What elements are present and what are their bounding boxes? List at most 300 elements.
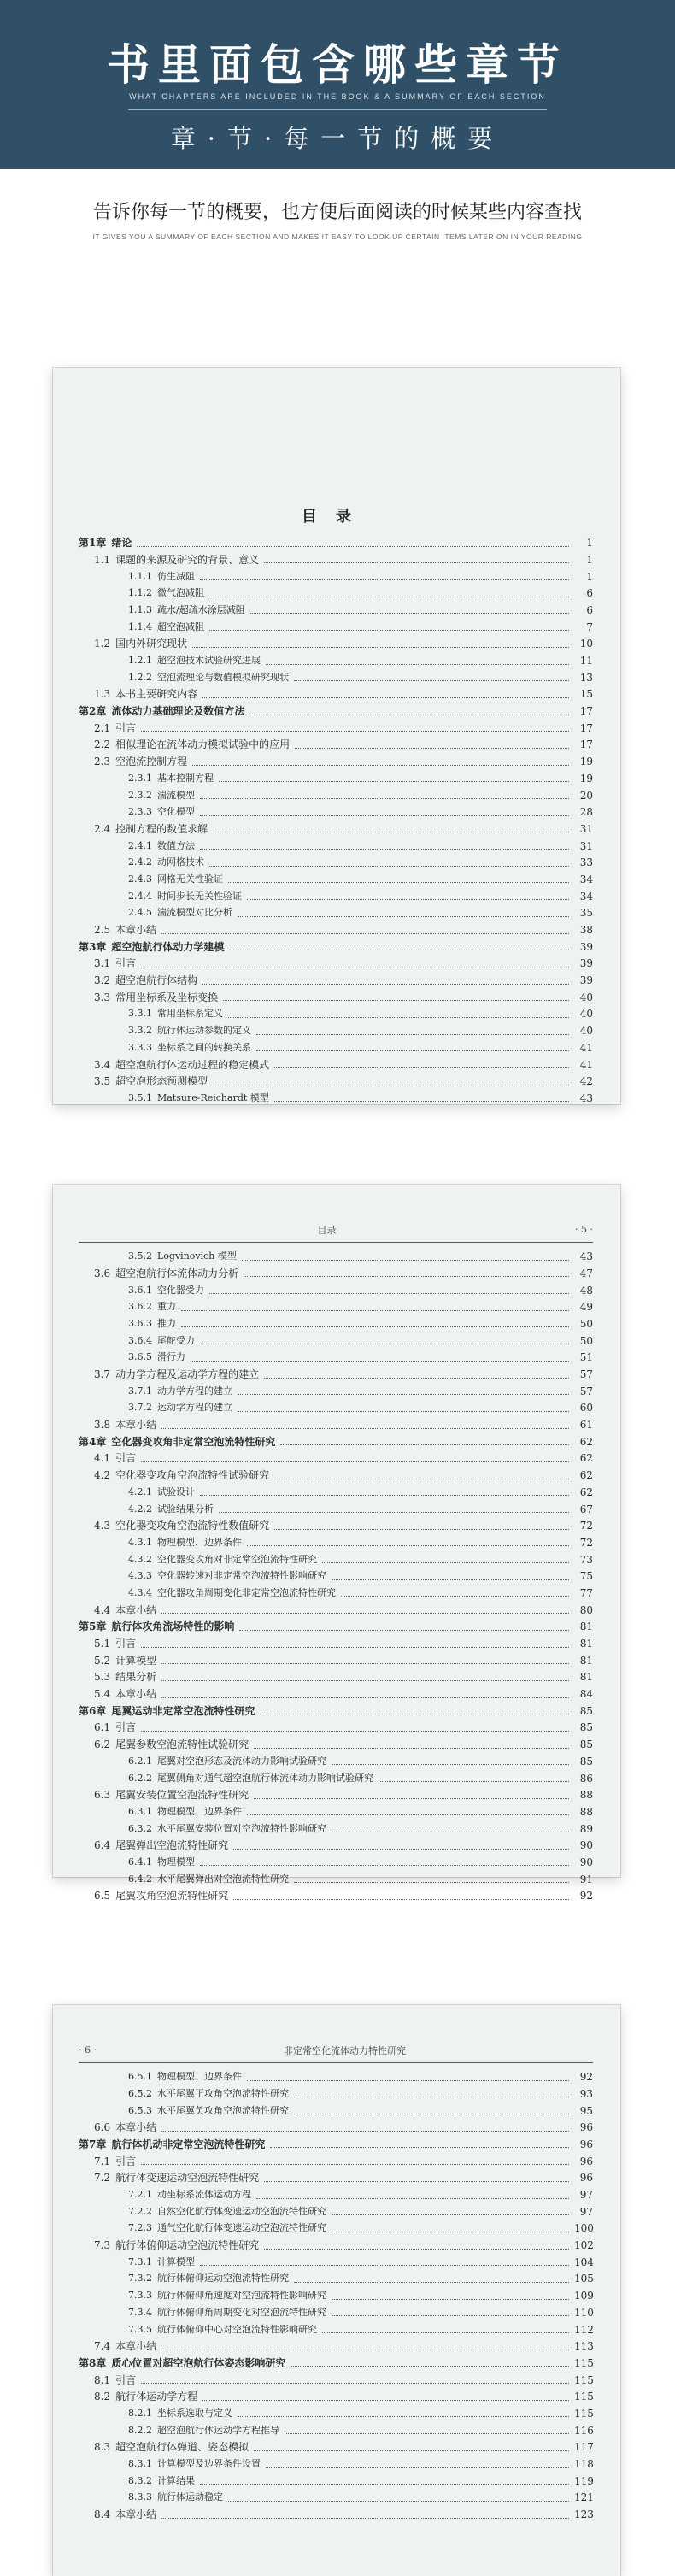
toc-leader-dots	[200, 1495, 569, 1496]
toc-entry-title: 本书主要研究内容	[115, 688, 198, 701]
toc-entry-number: 3.6.3	[128, 1317, 152, 1329]
toc-leader-dots	[274, 1529, 569, 1530]
toc-entry-page: 117	[574, 2441, 594, 2454]
toc-entry-page: 85	[579, 1738, 593, 1751]
toc-entry-page: 96	[579, 2172, 593, 2185]
toc-entry	[79, 1265, 593, 1282]
toc-entry-number: 3.1	[94, 957, 111, 970]
toc-entry-number: 1.1	[94, 553, 111, 566]
toc-entry-number: 7.1	[94, 2155, 111, 2167]
toc-entry-page: 75	[579, 1570, 593, 1583]
toc-entry-title: 网格无关性验证	[157, 873, 223, 885]
toc-entry-title: 水平尾翼负攻角空泡流特性研究	[157, 2104, 289, 2116]
toc-entry-number: 2.4	[94, 822, 111, 835]
toc-leader-dots	[238, 2416, 569, 2417]
toc-entry-title: 空化器受力	[157, 1284, 204, 1296]
toc-entry-title: 空化模型	[157, 806, 195, 818]
toc-entry-page: 95	[579, 2104, 593, 2117]
toc-entry	[79, 1005, 593, 1022]
toc-entry-title: 通气空化航行体变速运动空泡流特性研究	[157, 2222, 326, 2234]
toc-entry-page: 92	[579, 1890, 593, 1903]
toc-entry-number: 7.3.3	[128, 2290, 152, 2302]
toc-entry-number: 7.3	[94, 2239, 111, 2252]
toc-leader-dots	[264, 2249, 569, 2250]
intro-text-en: IT GIVES YOU A SUMMARY OF EACH SECTION AND MAKES IT EASY TO LOOK UP CERTAIN ITEMS LATER ON IN YOUR READING	[92, 232, 583, 241]
toc-leader-dots	[341, 1596, 569, 1597]
toc-leader-dots	[200, 849, 569, 850]
toc-entry	[79, 871, 593, 888]
toc-entry-title: 本章小结	[115, 1419, 157, 1432]
toc-leader-dots	[228, 882, 569, 883]
bleed-through-area	[79, 368, 593, 500]
toc-leader-dots	[141, 1731, 569, 1732]
toc-entry-number: 6.5	[94, 1890, 111, 1903]
toc-entry-title: 仿生减阻	[157, 570, 195, 582]
toc-entry	[79, 1753, 593, 1770]
toc-entry	[79, 1383, 593, 1400]
toc-entry-title: 引言	[115, 2373, 137, 2386]
toc-entry	[79, 770, 593, 787]
toc-entry	[79, 837, 593, 854]
toc-entry	[79, 2421, 593, 2438]
toc-leader-dots	[270, 2147, 569, 2148]
banner-subtitle-en: WHAT CHAPTERS ARE INCLUDED IN THE BOOK & A SUMMARY OF EACH SECTION	[129, 92, 546, 101]
toc-entry-number: 6.4.2	[128, 1873, 152, 1885]
toc-entry-page: 102	[574, 2239, 594, 2252]
toc-entry-page: 90	[579, 1839, 593, 1852]
toc-entry-title: 试验设计	[157, 1485, 195, 1497]
toc-entry	[79, 1769, 593, 1786]
toc-entry-page: 34	[579, 890, 593, 903]
toc-entry-title: 航行体运动学方程	[115, 2391, 198, 2403]
toc-entry-page: 81	[579, 1671, 593, 1684]
toc-entry-title: 引言	[115, 1452, 137, 1465]
toc-entry-page: 113	[574, 2340, 594, 2353]
toc-entry-title: 航行体俯仰运动空泡流特性研究	[115, 2239, 260, 2252]
toc-entry-number: 4.3.4	[128, 1586, 152, 1598]
toc-entry-number: 4.2.1	[128, 1485, 152, 1497]
toc-leader-dots	[161, 2518, 569, 2519]
toc-entry-number: 1.1.2	[128, 587, 152, 599]
toc-entry	[79, 2119, 593, 2136]
toc-entry	[79, 2186, 593, 2203]
toc-entry-number: 6.3.2	[128, 1822, 152, 1834]
toc-entry-number: 6.6	[94, 2121, 111, 2134]
toc-entry	[79, 1039, 593, 1056]
toc-leader-dots	[264, 562, 569, 563]
toc-entry-page: 118	[574, 2458, 594, 2470]
toc-leader-dots	[254, 1748, 569, 1749]
toc-entry-number: 8.2.1	[128, 2407, 152, 2419]
toc-entry-page: 41	[579, 1058, 593, 1071]
toc-entry	[79, 1500, 593, 1517]
toc-entry	[79, 551, 593, 568]
toc-entry-page: 50	[579, 1334, 593, 1347]
toc-entry-number: 6.3.1	[128, 1805, 152, 1817]
toc-leader-dots	[247, 899, 569, 900]
toc-entry-page: 42	[579, 1075, 593, 1088]
toc-entry-title: Matsure-Reichardt 模型	[157, 1091, 269, 1103]
toc-entry-number: 3.5.1	[128, 1091, 152, 1103]
toc-entry-page: 6	[586, 603, 593, 616]
toc-entry	[79, 1467, 593, 1484]
toc-entry-page: 48	[579, 1284, 593, 1297]
toc-entry	[79, 2438, 593, 2455]
toc-entry	[79, 2304, 593, 2321]
running-head-title: 目录	[317, 1224, 337, 1236]
toc-leader-dots	[280, 1444, 569, 1445]
toc-entry	[79, 921, 593, 938]
toc-entry-page: 62	[579, 1485, 593, 1498]
toc-leader-dots	[332, 1764, 569, 1765]
toc-entry-page: 96	[579, 2121, 593, 2134]
toc-leader-dots	[200, 2484, 569, 2485]
toc-leader-dots	[274, 1101, 569, 1102]
toc-entry-title: 尾翼参数空泡流特性试验研究	[115, 1738, 249, 1751]
toc-entry-page: 47	[579, 1267, 593, 1279]
toc-entry-number: 4.3.3	[128, 1570, 152, 1582]
toc-entry	[79, 2270, 593, 2287]
toc-leader-dots	[332, 2214, 569, 2215]
toc-entry-number: 2.3.2	[128, 789, 152, 801]
toc-entry-number: 6.2.2	[128, 1772, 152, 1784]
toc-entry-number: 8.3.1	[128, 2458, 152, 2469]
banner-subtitle: 章·节·每一节的概要	[170, 124, 505, 153]
toc-entry	[79, 720, 593, 737]
toc-entry	[79, 854, 593, 871]
toc-entry-page: 116	[574, 2424, 594, 2437]
toc-entry-number: 6.5.2	[128, 2087, 152, 2099]
scanned-page-1	[53, 368, 620, 1104]
toc-entry	[79, 1416, 593, 1433]
toc-entry	[79, 2455, 593, 2473]
toc-leader-dots	[181, 1326, 569, 1327]
toc-leader-dots	[161, 1680, 569, 1681]
toc-entry-title: 尾翼弹出空泡流特性研究	[115, 1839, 229, 1852]
toc-leader-dots	[254, 1798, 569, 1799]
toc-entry-page: 88	[579, 1805, 593, 1818]
toc-entry	[79, 1736, 593, 1753]
scanned-page-2	[53, 1185, 620, 1903]
toc-entry-page: 104	[574, 2255, 594, 2268]
banner-title: 书里面包含哪些章节	[107, 39, 568, 90]
toc-entry-title: 计算模型	[115, 1654, 157, 1667]
toc-entry	[79, 2405, 593, 2422]
toc-leader-dots	[200, 815, 569, 816]
toc-entry-page: 17	[579, 738, 593, 751]
toc-entry	[79, 2371, 593, 2388]
toc-entry-title: 超空泡航行体结构	[115, 974, 198, 987]
toc-entry-title: 重力	[157, 1301, 176, 1313]
toc-entry-title: 时间步长无关性验证	[157, 890, 242, 902]
toc-leader-dots	[209, 630, 569, 631]
toc-entry-number: 2.5	[94, 924, 111, 936]
toc-entry-title: 航行体机动非定常空泡流特性研究	[111, 2138, 266, 2150]
toc-entry	[79, 618, 593, 635]
toc-leader-dots	[274, 1067, 569, 1068]
toc-entry-title: 本章小结	[115, 2508, 157, 2521]
toc-entry-title: 湍流模型对比分析	[157, 907, 232, 919]
toc-entry	[79, 736, 593, 753]
toc-leader-dots	[256, 2198, 569, 2199]
toc-leader-dots	[250, 613, 569, 614]
toc-entry	[79, 1820, 593, 1837]
toc-entry-page: 81	[579, 1620, 593, 1633]
toc-leader-dots	[202, 2400, 569, 2401]
toc-entry	[79, 1090, 593, 1107]
toc-entry-title: 动力学方程及运动学方程的建立	[115, 1368, 260, 1380]
toc-leader-dots	[228, 2501, 569, 2502]
toc-entry-page: 80	[579, 1603, 593, 1616]
toc-entry-page: 1	[586, 553, 593, 566]
toc-entry-title: 本章小结	[115, 2121, 157, 2134]
toc-leader-dots	[256, 1050, 569, 1051]
toc-entry	[79, 568, 593, 585]
toc-entry	[79, 1786, 593, 1803]
toc-entry-title: 数值方法	[157, 839, 195, 851]
toc-entry-number: 7.3.1	[128, 2255, 152, 2267]
toc-entry-title: 超空泡技术试验研究进展	[157, 655, 261, 666]
toc-entry-number: 3.5	[94, 1075, 111, 1088]
toc-entry	[79, 2152, 593, 2169]
toc-entry-title: 自然空化航行体变速运动空泡流特性研究	[157, 2205, 326, 2217]
toc-leader-dots	[192, 765, 569, 766]
toc-leader-dots	[141, 731, 569, 732]
toc-entry	[79, 803, 593, 820]
toc-entry	[79, 585, 593, 602]
toc-leader-dots	[223, 1000, 569, 1001]
toc-entry	[79, 534, 593, 551]
toc-entry	[79, 1601, 593, 1618]
toc-leader-dots	[141, 1461, 569, 1462]
toc-entry-page: 7	[586, 620, 593, 633]
toc-entry-number: 3.3.1	[128, 1008, 152, 1020]
toc-entry-page: 39	[579, 940, 593, 953]
toc-entry-title: 航行体俯仰角速度对空泡流特性影响研究	[157, 2290, 326, 2302]
toc-leader-dots	[242, 1260, 569, 1261]
toc-entry	[79, 820, 593, 838]
toc-list	[79, 2068, 593, 2523]
toc-leader-dots	[244, 1276, 569, 1277]
toc-entry-page: 19	[579, 756, 593, 768]
toc-entry-title: 超空泡航行体运动学方程推导	[157, 2424, 279, 2436]
toc-entry-title: 尾翼侧角对通气超空泡航行体流体动力影响试验研究	[157, 1772, 373, 1784]
toc-entry-page: 81	[579, 1654, 593, 1667]
toc-entry-title: 结果分析	[115, 1671, 157, 1684]
toc-entry	[79, 635, 593, 652]
toc-entry-page: 115	[574, 2391, 594, 2403]
toc-entry	[79, 1803, 593, 1820]
page-number: · 6 ·	[79, 2044, 97, 2056]
toc-entry	[79, 1837, 593, 1854]
toc-entry-page: 110	[574, 2306, 594, 2319]
toc-entry-page: 112	[574, 2323, 594, 2336]
toc-entry	[79, 1652, 593, 1669]
toc-leader-dots	[137, 546, 569, 547]
toc-entry-title: 空化器攻角周期变化非定常空泡流特性研究	[157, 1586, 336, 1598]
toc-entry-title: 动坐标系流体运动方程	[157, 2189, 251, 2200]
toc-entry-title: 控制方程的数值求解	[115, 822, 208, 835]
toc-entry	[79, 2237, 593, 2254]
toc-entry-number: 1.1.4	[128, 620, 152, 632]
toc-entry-number: 5.2	[94, 1654, 111, 1667]
toc-entry-title: 计算模型及边界条件设置	[157, 2458, 261, 2469]
toc-entry-number: 第6章	[79, 1704, 107, 1717]
toc-entry-number: 1.2.2	[128, 671, 152, 683]
toc-entry-title: 常用坐标系及坐标变换	[115, 991, 219, 1003]
toc-leader-dots	[202, 984, 569, 985]
toc-entry	[79, 1366, 593, 1383]
toc-entry	[79, 1298, 593, 1315]
toc-entry-title: 物理模型、边界条件	[157, 2071, 242, 2083]
toc-list	[79, 534, 593, 1106]
toc-entry	[79, 1332, 593, 1349]
toc-entry-page: 121	[574, 2491, 594, 2504]
toc-entry-page: 51	[579, 1351, 593, 1364]
banner-divider	[128, 109, 547, 110]
toc-entry-page: 115	[574, 2407, 594, 2420]
toc-leader-dots	[209, 866, 569, 867]
running-head-title: 非定常空化流体动力特性研究	[284, 2044, 406, 2056]
toc-entry-title: 物理模型、边界条件	[157, 1805, 242, 1817]
toc-entry	[79, 989, 593, 1006]
toc-entry-number: 4.4	[94, 1603, 111, 1616]
toc-entry-number: 4.3.2	[128, 1553, 152, 1565]
toc-leader-dots	[161, 2131, 569, 2132]
toc-entry-title: 滑行力	[157, 1351, 185, 1363]
toc-entry-page: 15	[579, 688, 593, 701]
toc-entry-page: 39	[579, 974, 593, 987]
toc-entry-page: 60	[579, 1402, 593, 1414]
toc-entry-page: 33	[579, 856, 593, 869]
toc-entry	[79, 2287, 593, 2304]
toc-entry-page: 89	[579, 1822, 593, 1835]
toc-entry-title: 常用坐标系定义	[157, 1008, 223, 1020]
toc-entry-title: 流体动力基础理论及数值方法	[111, 705, 245, 718]
toc-entry-page: 40	[579, 1025, 593, 1038]
toc-entry-title: 航行体攻角流场特性的影响	[111, 1620, 235, 1633]
toc-entry-page: 90	[579, 1856, 593, 1868]
toc-entry-number: 8.2	[94, 2391, 111, 2403]
toc-entry	[79, 2489, 593, 2506]
toc-entry-page: 85	[579, 1755, 593, 1767]
toc-entry-number: 第8章	[79, 2356, 107, 2369]
toc-entry-page: 43	[579, 1091, 593, 1104]
toc-entry-title: 坐标系之间的转换关系	[157, 1041, 251, 1053]
toc-entry-number: 3.3.3	[128, 1041, 152, 1053]
toc-leader-dots	[200, 2265, 569, 2266]
toc-entry-title: 动力学方程的建立	[157, 1385, 232, 1397]
toc-entry-title: 运动学方程的建立	[157, 1402, 232, 1414]
toc-leader-dots	[161, 1428, 569, 1429]
toc-entry-number: 4.2.2	[128, 1503, 152, 1514]
toc-entry-title: 湍流模型	[157, 789, 195, 801]
toc-entry-number: 3.6.1	[128, 1284, 152, 1296]
toc-entry-title: 课题的来源及研究的背景、意义	[115, 553, 260, 566]
toc-entry-number: 3.7.1	[128, 1385, 152, 1397]
toc-entry-number: 3.8	[94, 1419, 111, 1432]
running-head	[79, 1217, 593, 1243]
toc-entry	[79, 2320, 593, 2338]
toc-entry	[79, 938, 593, 956]
toc-leader-dots	[256, 1034, 569, 1035]
toc-entry	[79, 1517, 593, 1534]
toc-entry-number: 1.1.1	[128, 570, 152, 582]
toc-entry-number: 2.4.2	[128, 856, 152, 868]
toc-entry-page: 72	[579, 1520, 593, 1532]
toc-entry	[79, 1585, 593, 1602]
toc-entry-page: 115	[574, 2373, 594, 2386]
toc-entry	[79, 1073, 593, 1090]
toc-entry	[79, 2388, 593, 2405]
toc-leader-dots	[209, 1293, 569, 1294]
toc-entry-number: 3.6.2	[128, 1301, 152, 1313]
toc-entry-title: 国内外研究现状	[115, 638, 188, 650]
toc-entry-page: 123	[574, 2508, 594, 2521]
toc-entry-number: 3.6.5	[128, 1351, 152, 1363]
toc-entry-page: 105	[574, 2273, 594, 2285]
toc-entry-title: 物理模型、边界条件	[157, 1536, 242, 1548]
toc-entry-title: 疏水/超疏水涂层减阻	[157, 603, 245, 615]
toc-entry	[79, 1668, 593, 1685]
toc-entry-title: 超空泡减阻	[157, 620, 204, 632]
toc-entry-number: 4.3	[94, 1520, 111, 1532]
toc-entry	[79, 602, 593, 619]
toc-entry-number: 8.3	[94, 2441, 111, 2454]
toc-entry-page: 93	[579, 2087, 593, 2100]
toc-entry-number: 2.4.5	[128, 907, 152, 919]
toc-entry-page: 11	[579, 655, 593, 667]
toc-entry	[79, 1854, 593, 1871]
toc-leader-dots	[228, 1017, 569, 1018]
toc-entry-page: 13	[579, 671, 593, 684]
toc-entry-title: 推力	[157, 1317, 176, 1329]
toc-entry-title: 微气泡减阻	[157, 587, 204, 599]
toc-entry-title: 航行体运动稳定	[157, 2491, 223, 2503]
toc-leader-dots	[332, 1579, 569, 1580]
toc-entry-number: 第7章	[79, 2138, 107, 2150]
toc-entry	[79, 1618, 593, 1635]
toc-entry-title: 质心位置对超空泡航行体姿态影响研究	[111, 2356, 286, 2369]
toc-entry-number: 第5章	[79, 1620, 107, 1633]
toc-leader-dots	[239, 1630, 569, 1631]
toc-entry-number: 5.4	[94, 1688, 111, 1701]
toc-entry-title: 超空泡航行体动力学建模	[111, 940, 225, 953]
toc-entry-number: 4.2	[94, 1469, 111, 1482]
toc-entry-page: 43	[579, 1250, 593, 1263]
toc-entry-page: 85	[579, 1721, 593, 1734]
toc-entry-number: 4.1	[94, 1452, 111, 1465]
toc-leader-dots	[254, 2450, 569, 2451]
toc-entry-page: 1	[586, 570, 593, 583]
toc-entry-number: 6.5.3	[128, 2104, 152, 2116]
toc-entry-page: 20	[579, 789, 593, 802]
toc-entry-number: 3.6.4	[128, 1334, 152, 1346]
toc-entry-number: 4.3.1	[128, 1536, 152, 1548]
toc-entry-number: 7.3.4	[128, 2306, 152, 2318]
toc-entry-title: 尾翼攻角空泡流特性研究	[115, 1890, 229, 1903]
toc-entry	[79, 1567, 593, 1585]
toc-entry-number: 6.4	[94, 1839, 111, 1852]
toc-leader-dots	[161, 1697, 569, 1698]
toc-entry-page: 88	[579, 1789, 593, 1802]
toc-entry-page: 39	[579, 957, 593, 970]
toc-entry-number: 7.2.1	[128, 2189, 152, 2200]
toc-entry-page: 19	[579, 772, 593, 785]
toc-entry	[79, 1056, 593, 1073]
toc-entry-page: 86	[579, 1772, 593, 1785]
toc-leader-dots	[332, 2299, 569, 2300]
